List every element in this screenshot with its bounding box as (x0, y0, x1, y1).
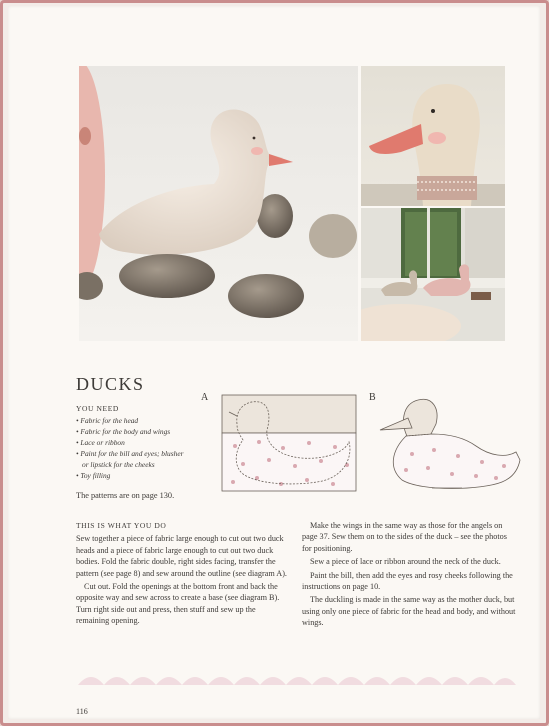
window-sill-photo (361, 208, 505, 341)
goose-head-photo (361, 66, 505, 206)
diagram-b-label: B (369, 392, 376, 403)
paragraph: Cut out. Fold the openings at the bottom front and back the opposite way and sew across to create a base (see diagram B). Turn right side out and press, then stuff and sew up the remaining opening. (76, 582, 280, 626)
instructions-heading: THIS IS WHAT YOU DO (76, 521, 167, 530)
paragraph: Paint the bill, then add the eyes and rosy cheeks following the instructions on page 10. (302, 570, 513, 592)
materials-list (76, 415, 183, 481)
list-item: • Fabric for the head (76, 416, 139, 425)
list-item: • Lace or ribbon (76, 438, 125, 447)
paragraph: Sew together a piece of fabric large enough to cut out two duck heads and a piece of fabric large enough to cut out two duck bodies. Fold the fabric double, right sides facing, transfer the pattern (see page 8) and sew around the outline (see diagram A). (76, 534, 287, 578)
book-page (8, 6, 540, 719)
scallop-border (78, 669, 516, 685)
paragraph: Make the wings in the same way as those for the angels on page 37. Sew them on to the sides of the duck – see the photos for positioning. (302, 521, 507, 553)
instructions-column-1 (76, 520, 288, 629)
list-item: • Paint for the bill and eyes; blusher (76, 449, 184, 458)
you-need-heading: YOU NEED (76, 404, 119, 413)
list-item: • Toy filling (76, 471, 111, 480)
list-item: or lipstick for the cheeks (82, 460, 155, 469)
patterns-note: The patterns are on page 130. (76, 491, 175, 500)
paragraph: The duckling is made in the same way as the mother duck, but using only one piece of fabric for the head and body, and without wings. (302, 595, 516, 628)
list-item: • Fabric for the body and wings (76, 427, 171, 436)
page-title: DUCKS (76, 374, 145, 394)
paragraph: Sew a piece of lace or ribbon around the neck of the duck. (310, 557, 501, 567)
page-number: 116 (76, 707, 88, 716)
instructions-column-2 (302, 520, 516, 631)
duckling-photo (79, 66, 358, 341)
diagram-b (372, 394, 524, 494)
diagram-a (221, 394, 357, 492)
diagram-a-label: A (201, 392, 209, 403)
